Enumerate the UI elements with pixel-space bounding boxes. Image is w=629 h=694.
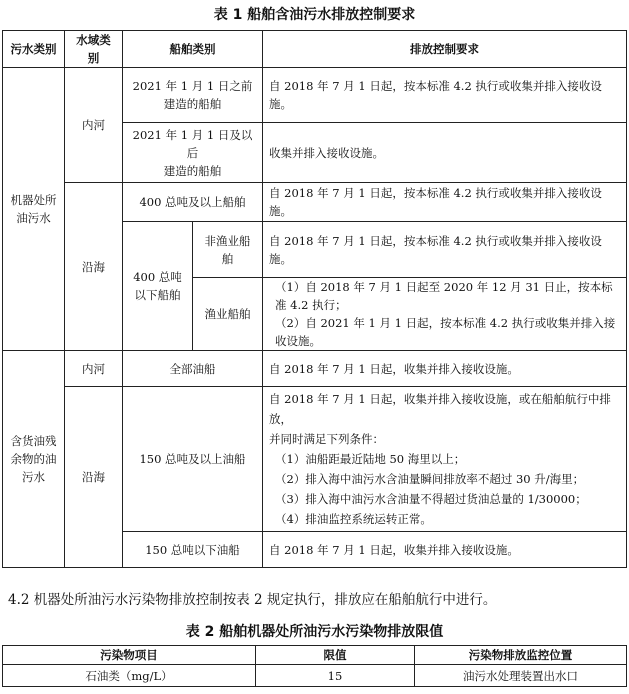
ship-line: 2021 年 1 月 1 日及以后 <box>132 127 253 160</box>
table2-caption: 表 2 船舶机器处所油污水污染物排放限值 <box>185 624 444 640</box>
ship-line: 2021 年 1 月 1 日之前 <box>132 79 253 93</box>
table-row <box>3 665 627 687</box>
requirement <box>263 387 627 532</box>
requirement: 自 2018 年 7 月 1 日起，按本标准 4.2 执行或收集并排入接收设施。 <box>263 68 627 123</box>
area-coastal: 沿海 <box>65 387 123 568</box>
requirement: 自 2018 年 7 月 1 日起，按本标准 4.2 执行或收集并排入接收设施。 <box>263 183 627 222</box>
header-wastewater-category: 污水类别 <box>3 31 65 68</box>
ship-group-under-400: 400 总吨以下船舶 <box>123 222 193 351</box>
ship-category: 150 总吨及以上油船 <box>123 387 263 532</box>
area-inland: 内河 <box>65 351 123 387</box>
category-cargo-oil: 含货油残余物的油污水 <box>3 351 65 568</box>
table-row <box>3 387 627 532</box>
ship-category <box>123 68 263 123</box>
header-monitoring-location: 污染物排放监控位置 <box>415 646 627 665</box>
ship-category: 400 总吨及以上船舶 <box>123 183 263 222</box>
ship-subcategory: 非渔业船舶 <box>193 222 263 278</box>
header-pollutant: 污染物项目 <box>3 646 256 665</box>
requirement-line: 并同时满足下列条件： <box>269 432 384 446</box>
header-water-area: 水域类别 <box>65 31 123 68</box>
requirement <box>263 278 627 351</box>
ship-category: 150 总吨以下油船 <box>123 532 263 568</box>
requirement-line: （4）排油监控系统运转正常。 <box>275 512 432 526</box>
requirement-line: （2）排入海中油污水含油量瞬间排放率不超过 30 升/海里； <box>275 472 585 486</box>
requirement: 收集并排入接收设施。 <box>263 123 627 183</box>
header-requirement: 排放控制要求 <box>263 31 627 68</box>
ship-subcategory: 渔业船舶 <box>193 278 263 351</box>
pollutant-cell: 石油类（mg/L） <box>3 665 256 687</box>
ship-category: 全部油船 <box>123 351 263 387</box>
requirement-line: （1）自 2018 年 7 月 1 日起至 2020 年 12 月 31 日止，按本标准 4.2 执行； <box>275 280 613 312</box>
requirement-line: （2）自 2021 年 1 月 1 日起，按本标准 4.2 执行或收集并排入接收设施。 <box>275 316 616 348</box>
table-row <box>3 68 627 123</box>
requirement: 自 2018 年 7 月 1 日起，按本标准 4.2 执行或收集并排入接收设施。 <box>263 222 627 278</box>
monitoring-location-cell: 油污水处理装置出水口 <box>415 665 627 687</box>
ship-line: 建造的船舶 <box>163 163 222 178</box>
limit-cell: 15 <box>256 665 415 687</box>
header-ship-category: 船舶类别 <box>123 31 263 68</box>
requirement-line: （1）油船距最近陆地 50 海里以上； <box>275 452 466 466</box>
area-coastal: 沿海 <box>65 183 123 351</box>
table1-caption: 表 1 船舶含油污水排放控制要求 <box>213 7 416 23</box>
section-paragraph: 4.2 机器处所油污水污染物排放控制按表 2 规定执行，排放应在船舶航行中进行。 <box>8 592 497 608</box>
requirement-line: 自 2018 年 7 月 1 日起，收集并排入接收设施，或在船舶航行中排放， <box>269 392 611 426</box>
table1-header-row <box>3 31 627 68</box>
table-row <box>3 351 627 387</box>
requirement-line: （3）排入海中油污水含油量不得超过货油总量的 1/30000； <box>275 492 587 506</box>
table1 <box>2 30 627 568</box>
ship-line: 建造的船舶 <box>163 97 222 111</box>
requirement: 自 2018 年 7 月 1 日起，收集并排入接收设施。 <box>263 351 627 387</box>
header-limit: 限值 <box>256 646 415 665</box>
table2 <box>2 645 627 687</box>
requirement: 自 2018 年 7 月 1 日起，收集并排入接收设施。 <box>263 532 627 568</box>
ship-category <box>123 123 263 183</box>
table-row <box>3 183 627 222</box>
table2-header-row <box>3 646 627 665</box>
area-inland: 内河 <box>65 68 123 183</box>
category-engine-room: 机器处所油污水 <box>3 68 65 351</box>
